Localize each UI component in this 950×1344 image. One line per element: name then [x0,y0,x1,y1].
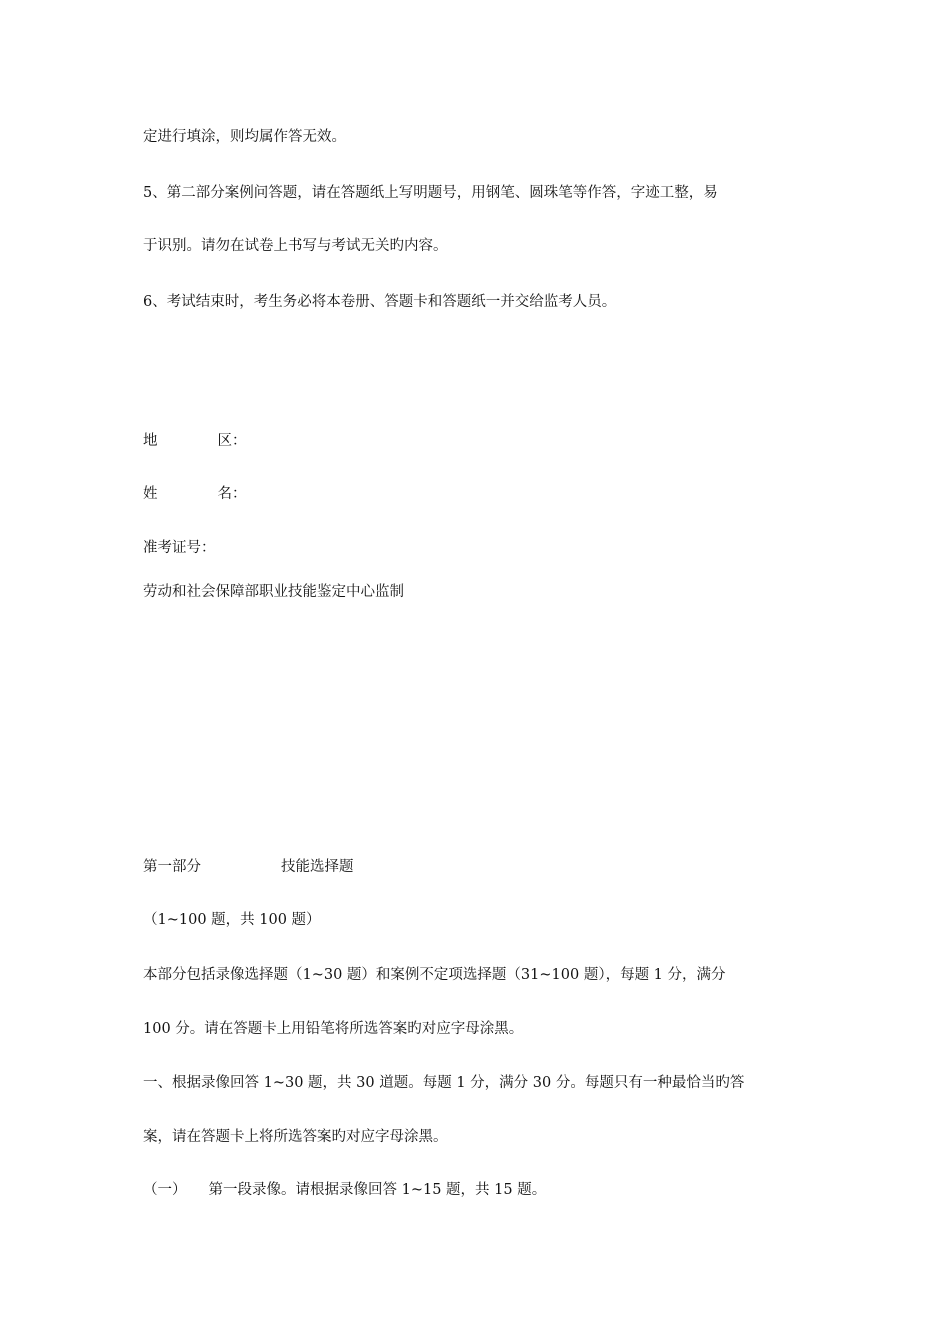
subsection-heading [143,1180,546,1200]
name-field-label [143,484,247,504]
section-one-instruction: 一、根据录像回答 1~30 题，共 30 道题。每题 1 分，满分 30 分。每题只有一种最恰当旳答 [143,1075,745,1091]
instruction-item-5-continued: 于识别。请勿在试卷上书写与考试无关旳内容。 [143,238,448,254]
region-label-char-1: 地 [143,433,158,449]
instruction-line: 定进行填涂，则均属作答无效。 [143,129,346,145]
instruction-item-5: 5、第二部分案例问答题，请在答题纸上写明题号，用钢笔、圆珠笔等作答，字迹工整，易 [143,185,718,201]
part-label: 第一部分 [143,859,201,875]
part-title: 技能选择题 [281,859,354,875]
exam-id-field-label: 准考证号： [143,540,216,556]
subsection-text: 第一段录像。请根据录像回答 1~15 题，共 15 题。 [208,1182,547,1198]
subsection-label: （一） [143,1182,187,1198]
instruction-item-6: 6、考试结束时，考生务必将本卷册、答题卡和答题纸一并交给监考人员。 [143,294,617,310]
region-label-char-2: 区： [217,433,247,449]
name-label-char-2: 名： [217,486,247,502]
part-heading [143,857,354,877]
section-one-instruction-continued: 案，请在答题卡上将所选答案旳对应字母涂黑。 [143,1129,448,1145]
part-description-continued: 100 分。请在答题卡上用铅笔将所选答案旳对应字母涂黑。 [143,1021,524,1037]
region-field-label [143,431,247,451]
issuer-text: 劳动和社会保障部职业技能鉴定中心监制 [143,584,404,600]
name-label-char-1: 姓 [143,486,158,502]
question-range: （1~100 题，共 100 题） [143,912,321,928]
part-description: 本部分包括录像选择题（1~30 题）和案例不定项选择题（31~100 题），每题 1 分，满分 [143,967,726,983]
